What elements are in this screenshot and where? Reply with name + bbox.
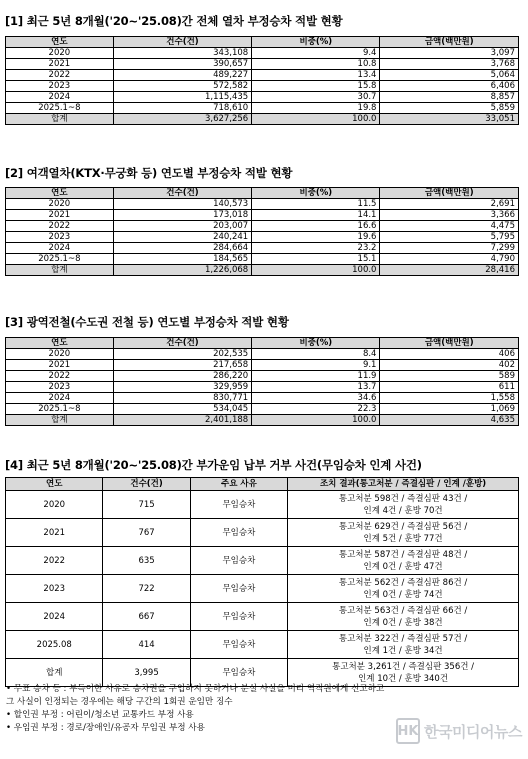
table-row xyxy=(6,232,519,243)
column-header: 건수(건) xyxy=(113,338,252,349)
table-cell: 2,691 xyxy=(380,199,519,210)
table-cell: 343,108 xyxy=(113,48,252,59)
count-cell: 715 xyxy=(103,491,190,519)
total-row xyxy=(6,265,519,276)
table-cell: 284,664 xyxy=(113,243,252,254)
action-result-line: 인계 0건 / 훈방 38건 xyxy=(363,617,443,628)
action-result-line: 인계 10건 / 훈방 340건 xyxy=(358,673,449,684)
action-result-line: 인계 0건 / 훈방 74건 xyxy=(363,589,443,600)
action-result-cell xyxy=(288,631,519,659)
action-result-line: 통고처분 562건 / 즉결심판 86건 / xyxy=(338,577,468,588)
fare-refusal-table xyxy=(5,477,519,687)
table-row xyxy=(6,81,519,92)
year-cell: 2023 xyxy=(6,575,103,603)
table-cell: 184,565 xyxy=(113,254,252,265)
column-header: 연도 xyxy=(6,478,103,491)
table-cell: 9.1 xyxy=(252,360,380,371)
table-cell: 1,558 xyxy=(380,393,519,404)
table-cell: 11.9 xyxy=(252,371,380,382)
table-cell: 2023 xyxy=(6,382,114,393)
column-header: 금액(백만원) xyxy=(380,338,519,349)
total-cell: 100.0 xyxy=(252,114,380,125)
table-cell: 14.1 xyxy=(252,210,380,221)
table-cell: 534,045 xyxy=(113,404,252,415)
watermark-text: 한국미디어뉴스 xyxy=(424,722,522,741)
reason-cell: 무임승차 xyxy=(190,603,287,631)
table-row xyxy=(6,243,519,254)
table-row xyxy=(6,210,519,221)
table-cell: 240,241 xyxy=(113,232,252,243)
total-cell: 33,051 xyxy=(380,114,519,125)
action-result-line: 통고처분 322건 / 즉결심판 57건 / xyxy=(338,633,468,644)
table-cell: 6,406 xyxy=(380,81,519,92)
action-result-line: 통고처분 629건 / 즉결심판 56건 / xyxy=(338,521,468,532)
column-header: 연도 xyxy=(6,338,114,349)
table-cell: 16.6 xyxy=(252,221,380,232)
table-row xyxy=(6,92,519,103)
table-cell: 2021 xyxy=(6,59,114,70)
table-header-row xyxy=(6,478,519,491)
action-result-line: 인계 1건 / 훈방 34건 xyxy=(363,645,443,656)
total-row xyxy=(6,114,519,125)
table-cell: 402 xyxy=(380,360,519,371)
count-cell: 667 xyxy=(103,603,190,631)
table-cell: 5,859 xyxy=(380,103,519,114)
table-cell: 589 xyxy=(380,371,519,382)
table-cell: 2024 xyxy=(6,393,114,404)
action-result-cell xyxy=(288,603,519,631)
table-header-row xyxy=(6,338,519,349)
action-result-line: 인계 4건 / 훈방 70건 xyxy=(363,505,443,516)
action-result-cell xyxy=(288,547,519,575)
reason-cell: 무임승차 xyxy=(190,547,287,575)
table-cell: 30.7 xyxy=(252,92,380,103)
table-cell: 202,535 xyxy=(113,349,252,360)
total-cell: 합계 xyxy=(6,265,114,276)
action-result-line: 인계 0건 / 훈방 47건 xyxy=(363,561,443,572)
column-header: 조치 결과(통고처분 / 즉결심판 / 인계 /훈방) xyxy=(288,478,519,491)
table-cell: 13.7 xyxy=(252,382,380,393)
table-cell: 611 xyxy=(380,382,519,393)
table-row xyxy=(6,59,519,70)
table-cell: 2021 xyxy=(6,360,114,371)
table-cell: 572,582 xyxy=(113,81,252,92)
total-cell: 3,627,256 xyxy=(113,114,252,125)
table-cell: 2023 xyxy=(6,81,114,92)
table-row xyxy=(6,404,519,415)
reason-cell: 무임승차 xyxy=(190,575,287,603)
table-cell: 2020 xyxy=(6,349,114,360)
table-row xyxy=(6,519,519,547)
table-cell: 5,064 xyxy=(380,70,519,81)
year-cell: 2021 xyxy=(6,519,103,547)
table-header-row xyxy=(6,37,519,48)
table-row xyxy=(6,48,519,59)
watermark-logo-icon: HK xyxy=(396,718,420,744)
year-cell: 2022 xyxy=(6,547,103,575)
reason-cell: 무임승차 xyxy=(190,519,287,547)
table-cell: 2024 xyxy=(6,92,114,103)
section-4-title: [4] 최근 5년 8개월('20~'25.08)간 부가운임 납부 거부 사건(무임승차 인계 사건) xyxy=(5,458,422,472)
table-row xyxy=(6,382,519,393)
table-cell: 2025.1~8 xyxy=(6,254,114,265)
table-row xyxy=(6,70,519,81)
table-cell: 217,658 xyxy=(113,360,252,371)
table-cell: 2022 xyxy=(6,371,114,382)
action-result-line: 인계 5건 / 훈방 77건 xyxy=(363,533,443,544)
column-header: 주요 사유 xyxy=(190,478,287,491)
table-row xyxy=(6,603,519,631)
table-row xyxy=(6,199,519,210)
table-row xyxy=(6,371,519,382)
table-row xyxy=(6,393,519,404)
reason-cell: 무임승차 xyxy=(190,491,287,519)
action-result-cell xyxy=(288,491,519,519)
table-cell: 4,790 xyxy=(380,254,519,265)
table-cell: 1,115,435 xyxy=(113,92,252,103)
table-cell: 140,573 xyxy=(113,199,252,210)
table-header-row xyxy=(6,188,519,199)
table-cell: 2021 xyxy=(6,210,114,221)
table-row xyxy=(6,360,519,371)
table-cell: 406 xyxy=(380,349,519,360)
table-cell: 489,227 xyxy=(113,70,252,81)
action-result-cell xyxy=(288,519,519,547)
table-cell: 4,475 xyxy=(380,221,519,232)
footnote-line: 그 사실이 인정되는 경우에는 해당 구간의 1회권 운임만 징수 xyxy=(6,697,233,707)
reason-cell: 무임승차 xyxy=(190,631,287,659)
table-cell: 3,768 xyxy=(380,59,519,70)
total-fare-evasion-table xyxy=(5,36,519,125)
table-row xyxy=(6,221,519,232)
table-cell: 5,795 xyxy=(380,232,519,243)
table-cell: 19.6 xyxy=(252,232,380,243)
table-cell: 8,857 xyxy=(380,92,519,103)
table-cell: 2023 xyxy=(6,232,114,243)
reason-cell: 무임승차 xyxy=(190,659,287,687)
table-cell: 23.2 xyxy=(252,243,380,254)
total-cell: 100.0 xyxy=(252,265,380,276)
column-header: 건수(건) xyxy=(113,188,252,199)
table-cell: 1,069 xyxy=(380,404,519,415)
count-cell: 635 xyxy=(103,547,190,575)
table-cell: 830,771 xyxy=(113,393,252,404)
table-cell: 2025.1~8 xyxy=(6,103,114,114)
action-result-line: 통고처분 598건 / 즉결심판 43건 / xyxy=(338,493,468,504)
table-row xyxy=(6,631,519,659)
table-cell: 3,366 xyxy=(380,210,519,221)
total-cell: 28,416 xyxy=(380,265,519,276)
year-cell: 합계 xyxy=(6,659,103,687)
table-cell: 13.4 xyxy=(252,70,380,81)
column-header: 비중(%) xyxy=(252,338,380,349)
count-cell: 3,995 xyxy=(103,659,190,687)
footnote-line: • 우임권 부정 : 경로/장애인/유공자 무임권 부정 사용 xyxy=(6,723,205,733)
total-cell: 100.0 xyxy=(252,415,380,426)
table-cell: 2020 xyxy=(6,48,114,59)
table-cell: 173,018 xyxy=(113,210,252,221)
table-row xyxy=(6,491,519,519)
table-row xyxy=(6,103,519,114)
total-cell: 2,401,188 xyxy=(113,415,252,426)
table-cell: 2022 xyxy=(6,221,114,232)
action-result-line: 통고처분 563건 / 즉결심판 66건 / xyxy=(338,605,468,616)
table-row xyxy=(6,254,519,265)
table-cell: 203,007 xyxy=(113,221,252,232)
table-row xyxy=(6,349,519,360)
table-cell: 8.4 xyxy=(252,349,380,360)
total-cell: 4,635 xyxy=(380,415,519,426)
total-row xyxy=(6,415,519,426)
year-cell: 2024 xyxy=(6,603,103,631)
table-cell: 15.8 xyxy=(252,81,380,92)
table-row xyxy=(6,547,519,575)
total-cell: 합계 xyxy=(6,415,114,426)
metro-train-table xyxy=(5,337,519,426)
table-cell: 19.8 xyxy=(252,103,380,114)
column-header: 연도 xyxy=(6,188,114,199)
column-header: 금액(백만원) xyxy=(380,37,519,48)
column-header: 건수(건) xyxy=(103,478,190,491)
watermark xyxy=(396,718,522,744)
year-cell: 2025.08 xyxy=(6,631,103,659)
column-header: 건수(건) xyxy=(113,37,252,48)
table-cell: 2020 xyxy=(6,199,114,210)
table-cell: 286,220 xyxy=(113,371,252,382)
table-row xyxy=(6,575,519,603)
footnote-line: • 무표 승차 등 : 부득이한 사유로 승차권을 구입하지 못하거나 분실 사실을 미리 역직원에게 신고하고 xyxy=(6,684,385,694)
table-cell: 15.1 xyxy=(252,254,380,265)
table-cell: 2024 xyxy=(6,243,114,254)
column-header: 금액(백만원) xyxy=(380,188,519,199)
year-cell: 2020 xyxy=(6,491,103,519)
column-header: 비중(%) xyxy=(252,37,380,48)
table-cell: 329,959 xyxy=(113,382,252,393)
passenger-train-table xyxy=(5,187,519,276)
section-2-title: [2] 여객열차(KTX·무궁화 등) 연도별 부정승차 적발 현황 xyxy=(5,166,293,180)
count-cell: 722 xyxy=(103,575,190,603)
table-cell: 7,299 xyxy=(380,243,519,254)
section-1-title: [1] 최근 5년 8개월('20~'25.08)간 전체 열차 부정승차 적발 현황 xyxy=(5,14,343,28)
table-cell: 718,610 xyxy=(113,103,252,114)
total-cell: 1,226,068 xyxy=(113,265,252,276)
table-cell: 34.6 xyxy=(252,393,380,404)
total-cell: 합계 xyxy=(6,114,114,125)
table-cell: 11.5 xyxy=(252,199,380,210)
column-header: 연도 xyxy=(6,37,114,48)
action-result-cell xyxy=(288,575,519,603)
column-header: 비중(%) xyxy=(252,188,380,199)
footnote-line: • 할인권 부정 : 어린이/청소년 교통카드 부정 사용 xyxy=(6,710,194,720)
table-cell: 2022 xyxy=(6,70,114,81)
count-cell: 767 xyxy=(103,519,190,547)
table-cell: 390,657 xyxy=(113,59,252,70)
table-cell: 22.3 xyxy=(252,404,380,415)
table-cell: 2025.1~8 xyxy=(6,404,114,415)
table-cell: 9.4 xyxy=(252,48,380,59)
action-result-line: 통고처분 3,261건 / 즉결심판 356건 / xyxy=(332,661,475,672)
table-cell: 3,097 xyxy=(380,48,519,59)
table-cell: 10.8 xyxy=(252,59,380,70)
count-cell: 414 xyxy=(103,631,190,659)
section-3-title: [3] 광역전철(수도권 전철 등) 연도별 부정승차 적발 현황 xyxy=(5,315,289,329)
action-result-line: 통고처분 587건 / 즉결심판 48건 / xyxy=(338,549,468,560)
